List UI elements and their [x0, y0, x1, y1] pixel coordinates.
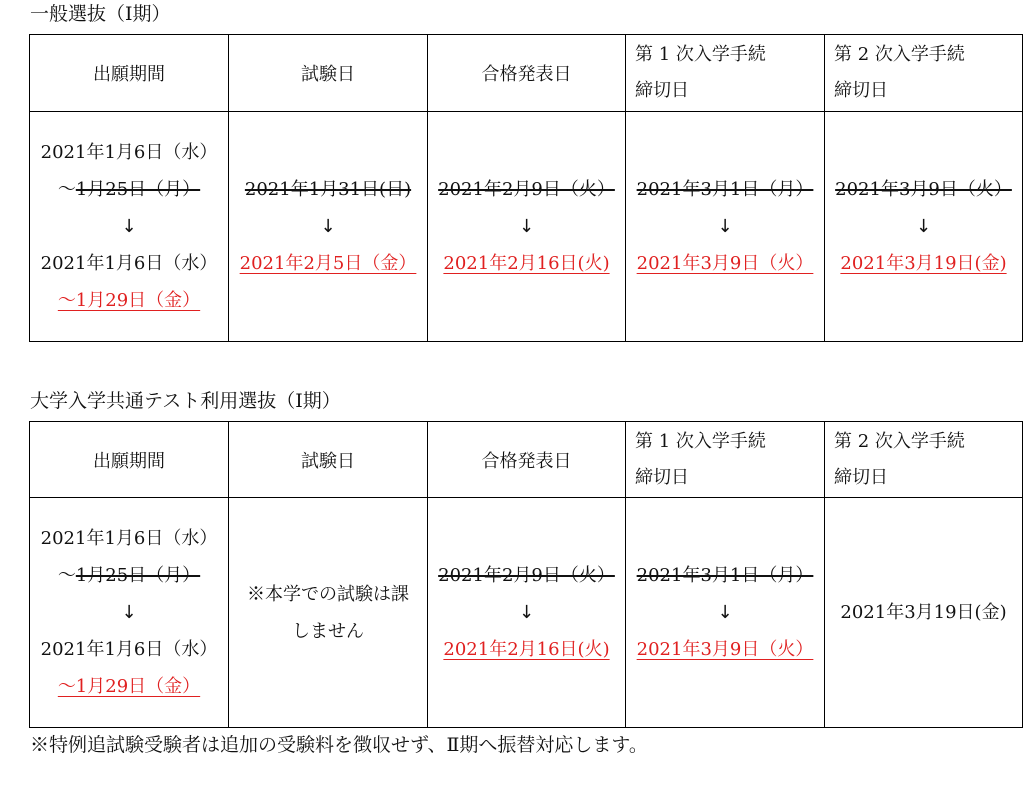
announce-new-wrap: [428, 631, 625, 668]
new-end-date: ～1月29日（金）: [57, 290, 201, 311]
second-deadline-date: 2021年3月19日(金): [840, 602, 1007, 623]
cell-second-deadline: [825, 498, 1023, 728]
cell-application-period: [30, 112, 229, 342]
first-new-wrap: [626, 631, 824, 668]
exam-new-wrap: [229, 245, 427, 282]
application-new-end: [30, 668, 228, 705]
table-header-row: [30, 35, 1023, 112]
first-deadline-new-date: 2021年3月9日（火）: [636, 253, 814, 274]
exam-old-date: 2021年1月31日(日): [244, 179, 412, 200]
header-first-deadline-line1: 第 1 次入学手続: [635, 430, 766, 452]
application-start: 2021年1月6日（水）: [40, 528, 218, 549]
announce-new-date: 2021年2月16日(火): [443, 639, 610, 660]
second-old-wrap: [825, 171, 1022, 208]
application-start: 2021年1月6日（水）: [40, 142, 218, 163]
header-second-deadline-line2: 締切日: [834, 80, 888, 101]
table-row: [30, 498, 1023, 728]
first-new-wrap: [626, 245, 824, 282]
second-new-wrap: [825, 245, 1022, 282]
cell-first-deadline: [626, 498, 825, 728]
header-exam-date: 試験日: [229, 422, 428, 498]
cell-announcement-date: [428, 112, 626, 342]
exam-new-date: 2021年2月5日（金）: [239, 253, 417, 274]
header-first-deadline-line1: 第 1 次入学手続: [635, 44, 766, 65]
schedule-table-common-test: [29, 421, 1023, 728]
arrow-down-icon: ↓: [717, 216, 733, 237]
cell-announcement-date: [428, 498, 626, 728]
announce-old-date: 2021年2月9日（火）: [438, 179, 615, 200]
arrow-down-icon: ↓: [915, 216, 932, 237]
arrow-down-icon: ↓: [518, 602, 535, 623]
exam-note-line1: ※本学での試験は課: [247, 583, 409, 605]
arrow-down-icon: ↓: [121, 602, 137, 623]
header-exam-date: 試験日: [229, 35, 428, 112]
cell-first-deadline: [626, 112, 825, 342]
header-second-deadline-line1: 第 2 次入学手続: [834, 430, 965, 452]
footnote: ※特例追試験受験者は追加の受験料を徴収せず、Ⅱ期へ振替対応します。: [30, 734, 648, 756]
application-old-end: [30, 557, 228, 594]
arrow-down-icon: ↓: [320, 216, 336, 237]
first-old-wrap: [626, 557, 824, 594]
cell-exam-date: [229, 112, 428, 342]
arrow-down-icon: ↓: [717, 602, 733, 623]
announce-old-wrap: [428, 171, 625, 208]
header-announcement-date: 合格発表日: [428, 35, 626, 112]
header-first-deadline: [626, 35, 825, 112]
exam-old-wrap: [229, 171, 427, 208]
tilde-prefix: ～: [57, 179, 76, 200]
first-old-wrap: [626, 171, 824, 208]
header-application-period: 出願期間: [30, 35, 229, 112]
exam-note-line2: しません: [292, 620, 364, 642]
arrow-down-icon: ↓: [121, 216, 137, 237]
old-end-date: 1月25日（月）: [75, 179, 201, 200]
table-header-row: [30, 422, 1023, 498]
header-first-deadline-line2: 締切日: [635, 466, 689, 488]
old-end-date: 1月25日（月）: [75, 565, 201, 586]
second-deadline-old-date: 2021年3月9日（火）: [835, 179, 1012, 200]
header-second-deadline: [825, 35, 1023, 112]
header-second-deadline-line2: 締切日: [834, 466, 888, 488]
first-deadline-new-date: 2021年3月9日（火）: [636, 639, 814, 660]
tilde-prefix: ～: [57, 565, 76, 586]
application-new-end: [30, 282, 228, 319]
table-row: [30, 112, 1023, 342]
first-deadline-old-date: 2021年3月1日（月）: [636, 565, 814, 586]
section-heading-general: 一般選抜（Ⅰ期）: [30, 3, 171, 25]
second-deadline-new-date: 2021年3月19日(金): [840, 253, 1007, 274]
announce-old-date: 2021年2月9日（火）: [438, 565, 615, 586]
application-start-revised: 2021年1月6日（水）: [40, 639, 218, 660]
header-application-period: 出願期間: [30, 422, 229, 498]
header-announcement-date: 合格発表日: [428, 422, 626, 498]
application-old-end: [30, 171, 228, 208]
header-first-deadline-line2: 締切日: [635, 80, 689, 101]
first-deadline-old-date: 2021年3月1日（月）: [636, 179, 814, 200]
header-second-deadline-line1: 第 2 次入学手続: [834, 44, 965, 65]
cell-second-deadline: [825, 112, 1023, 342]
cell-exam-date: [229, 498, 428, 728]
new-end-date: ～1月29日（金）: [57, 676, 201, 697]
announce-old-wrap: [428, 557, 625, 594]
announce-new-wrap: [428, 245, 625, 282]
header-first-deadline: [626, 422, 825, 498]
schedule-table-general: [29, 34, 1023, 342]
application-start-revised: 2021年1月6日（水）: [40, 253, 218, 274]
header-second-deadline: [825, 422, 1023, 498]
cell-application-period: [30, 498, 229, 728]
section-heading-common-test: 大学入学共通テスト利用選抜（Ⅰ期）: [30, 390, 341, 412]
arrow-down-icon: ↓: [518, 216, 535, 237]
announce-new-date: 2021年2月16日(火): [443, 253, 610, 274]
